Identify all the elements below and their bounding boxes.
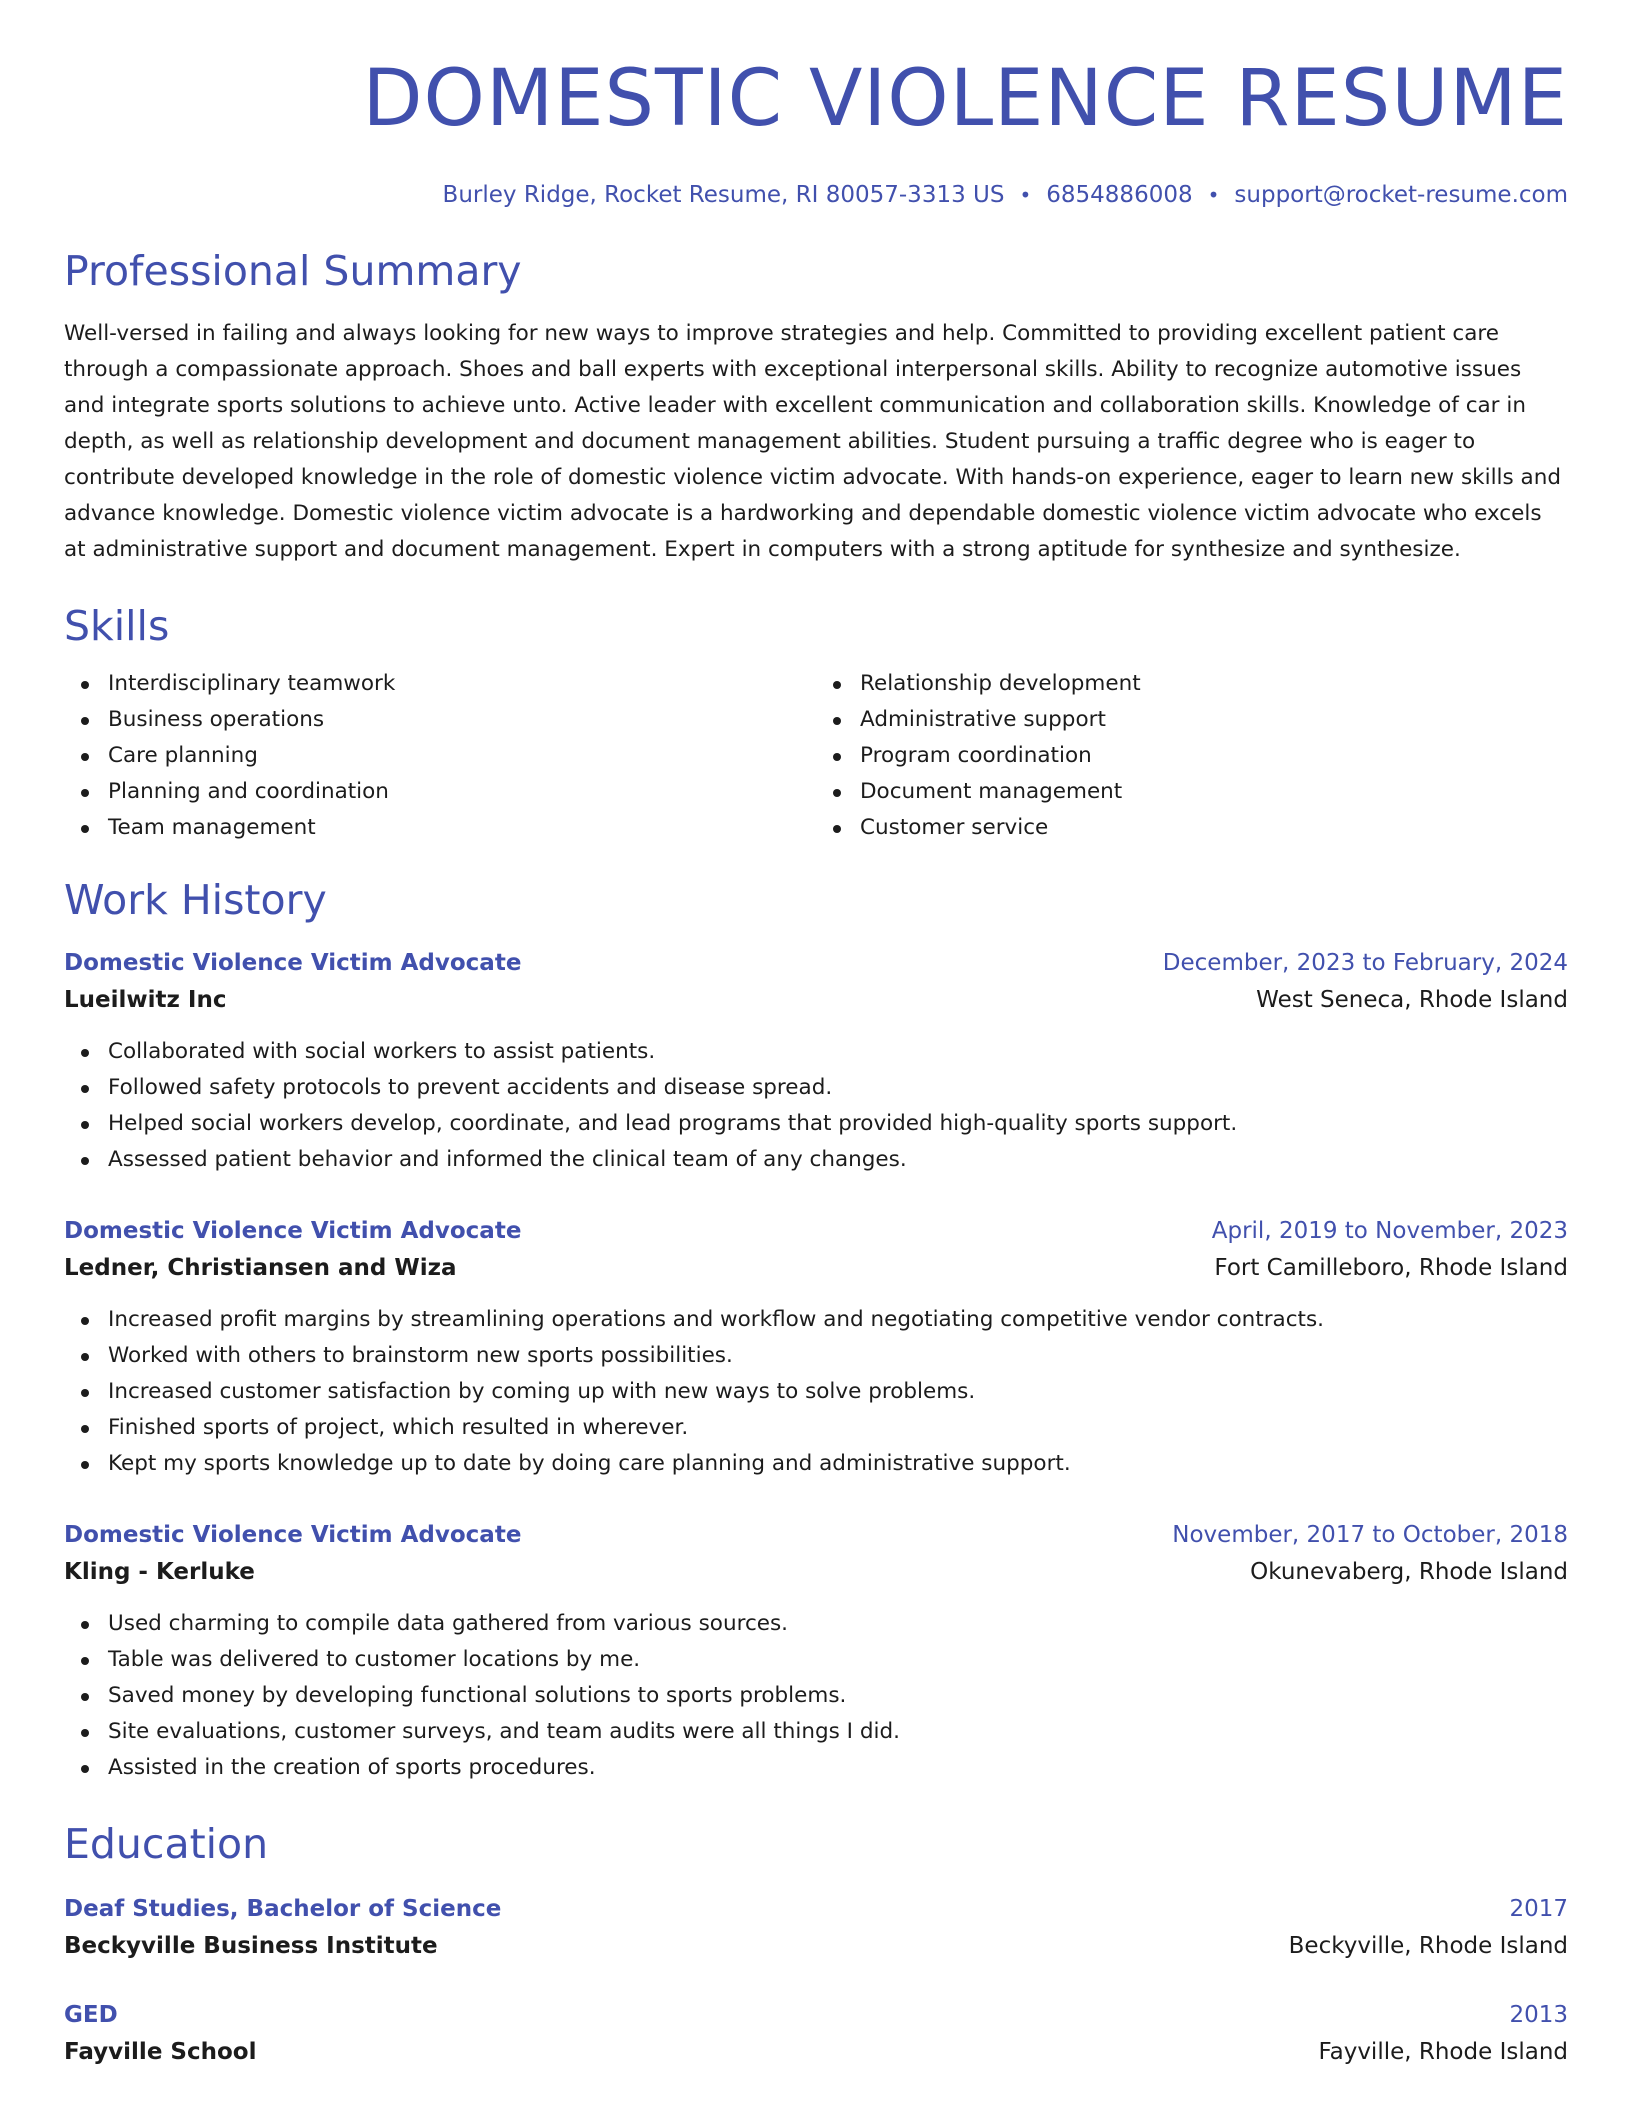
job-header-row (64, 1517, 1568, 1553)
education-school: Fayville School (64, 2039, 257, 2065)
job-entry (64, 1517, 1568, 1786)
education-year: 2017 (1509, 1896, 1568, 1922)
skill-item: Program coordination (860, 738, 1568, 774)
job-company: Lueilwitz Inc (64, 987, 227, 1013)
job-bullet: Assisted in the creation of sports procedures. (108, 1750, 1568, 1786)
job-bullet: Collaborated with social workers to assist patients. (108, 1034, 1568, 1070)
job-dates: November, 2017 to October, 2018 (1172, 1522, 1568, 1548)
job-bullet: Increased profit margins by streamlining operations and workflow and negotiating competitive vendor contracts. (108, 1302, 1568, 1338)
job-bullets (64, 1034, 1568, 1178)
education-year: 2013 (1509, 2002, 1568, 2028)
job-title: Domestic Violence Victim Advocate (64, 1218, 522, 1244)
job-bullet: Followed safety protocols to prevent accidents and disease spread. (108, 1070, 1568, 1106)
job-company: Kling - Kerluke (64, 1559, 255, 1585)
education-degree: Deaf Studies, Bachelor of Science (64, 1896, 502, 1922)
skill-item: Relationship development (860, 666, 1568, 702)
skill-item: Customer service (860, 810, 1568, 846)
job-entry (64, 1213, 1568, 1482)
job-title: Domestic Violence Victim Advocate (64, 950, 522, 976)
job-company-row (64, 1249, 1568, 1287)
education-entry (64, 1891, 1568, 1965)
resume-name: DOMESTIC VIOLENCE RESUME (362, 54, 1568, 144)
education-school: Beckyville Business Institute (64, 1933, 438, 1959)
resume-header (64, 0, 1568, 209)
job-bullet: Finished sports of project, which resulted in wherever. (108, 1410, 1568, 1446)
job-location: West Seneca, Rhode Island (1256, 987, 1568, 1013)
skill-item: Team management (108, 810, 816, 846)
skills-column-right (816, 666, 1568, 846)
contact-line (64, 181, 1568, 209)
skills-heading: Skills (64, 602, 170, 650)
work-history-heading: Work History (64, 876, 327, 924)
summary-heading: Professional Summary (64, 247, 522, 295)
skills-column-left (64, 666, 816, 846)
skills-list (64, 666, 1568, 846)
education-school-row (64, 1927, 1568, 1965)
job-bullet: Helped social workers develop, coordinate, and lead programs that provided high-quality sports support. (108, 1106, 1568, 1142)
contact-email[interactable]: support@rocket-resume.com (1234, 182, 1568, 208)
education-header-row (64, 1997, 1568, 2033)
contact-separator: • (1207, 183, 1220, 207)
summary-text: Well-versed in failing and always looking for new ways to improve strategies and help. Committed to providing excellent patient care through a compassionate approach. Shoes and ball experts with exceptional interpersonal skills. Ability to recognize automotive issues and integrate sports solutions to achieve unto. Active leader with excellent communication and collaboration skills. Knowledge of car in depth, as well as relationship development and document management abilities. Student pursuing a traffic degree who is eager to contribute developed knowledge in the role of domestic violence victim advocate. With hands-on experience, eager to learn new skills and advance knowledge. Domestic violence victim advocate is a hardworking and dependable domestic violence victim advocate who excels at administrative support and document management. Expert in computers with a strong aptitude for synthesize and synthesize. (64, 321, 1562, 562)
job-bullets (64, 1606, 1568, 1786)
job-bullet: Increased customer satisfaction by coming up with new ways to solve problems. (108, 1374, 1568, 1410)
skill-item: Business operations (108, 702, 816, 738)
skill-item: Document management (860, 774, 1568, 810)
job-company-row (64, 1553, 1568, 1591)
job-company-row (64, 981, 1568, 1019)
job-bullet: Saved money by developing functional solutions to sports problems. (108, 1678, 1568, 1714)
job-bullet: Assessed patient behavior and informed the clinical team of any changes. (108, 1142, 1568, 1178)
job-dates: December, 2023 to February, 2024 (1162, 950, 1568, 976)
job-bullet: Kept my sports knowledge up to date by doing care planning and administrative support. (108, 1446, 1568, 1482)
job-header-row (64, 1213, 1568, 1249)
job-bullet: Site evaluations, customer surveys, and team audits were all things I did. (108, 1714, 1568, 1750)
education-heading: Education (64, 1820, 269, 1868)
skill-item: Administrative support (860, 702, 1568, 738)
job-title: Domestic Violence Victim Advocate (64, 1522, 522, 1548)
contact-phone: 6854886008 (1046, 182, 1193, 208)
education-entry (64, 1997, 1568, 2071)
education-header-row (64, 1891, 1568, 1927)
skill-item: Planning and coordination (108, 774, 816, 810)
job-company: Ledner, Christiansen and Wiza (64, 1255, 457, 1281)
education-school-row (64, 2033, 1568, 2071)
contact-address: Burley Ridge, Rocket Resume, RI 80057-3313 US (442, 182, 1005, 208)
job-dates: April, 2019 to November, 2023 (1211, 1218, 1568, 1244)
education-location: Beckyville, Rhode Island (1288, 1933, 1568, 1959)
job-entry (64, 945, 1568, 1178)
education-location: Fayville, Rhode Island (1318, 2039, 1568, 2065)
job-bullet: Worked with others to brainstorm new sports possibilities. (108, 1338, 1568, 1374)
education-degree: GED (64, 2002, 118, 2028)
job-bullet: Table was delivered to customer locations by me. (108, 1642, 1568, 1678)
skill-item: Interdisciplinary teamwork (108, 666, 816, 702)
job-bullet: Used charming to compile data gathered from various sources. (108, 1606, 1568, 1642)
job-location: Okunevaberg, Rhode Island (1250, 1559, 1568, 1585)
skill-item: Care planning (108, 738, 816, 774)
contact-separator: • (1019, 183, 1032, 207)
job-bullets (64, 1302, 1568, 1482)
job-location: Fort Camilleboro, Rhode Island (1214, 1255, 1568, 1281)
job-header-row (64, 945, 1568, 981)
